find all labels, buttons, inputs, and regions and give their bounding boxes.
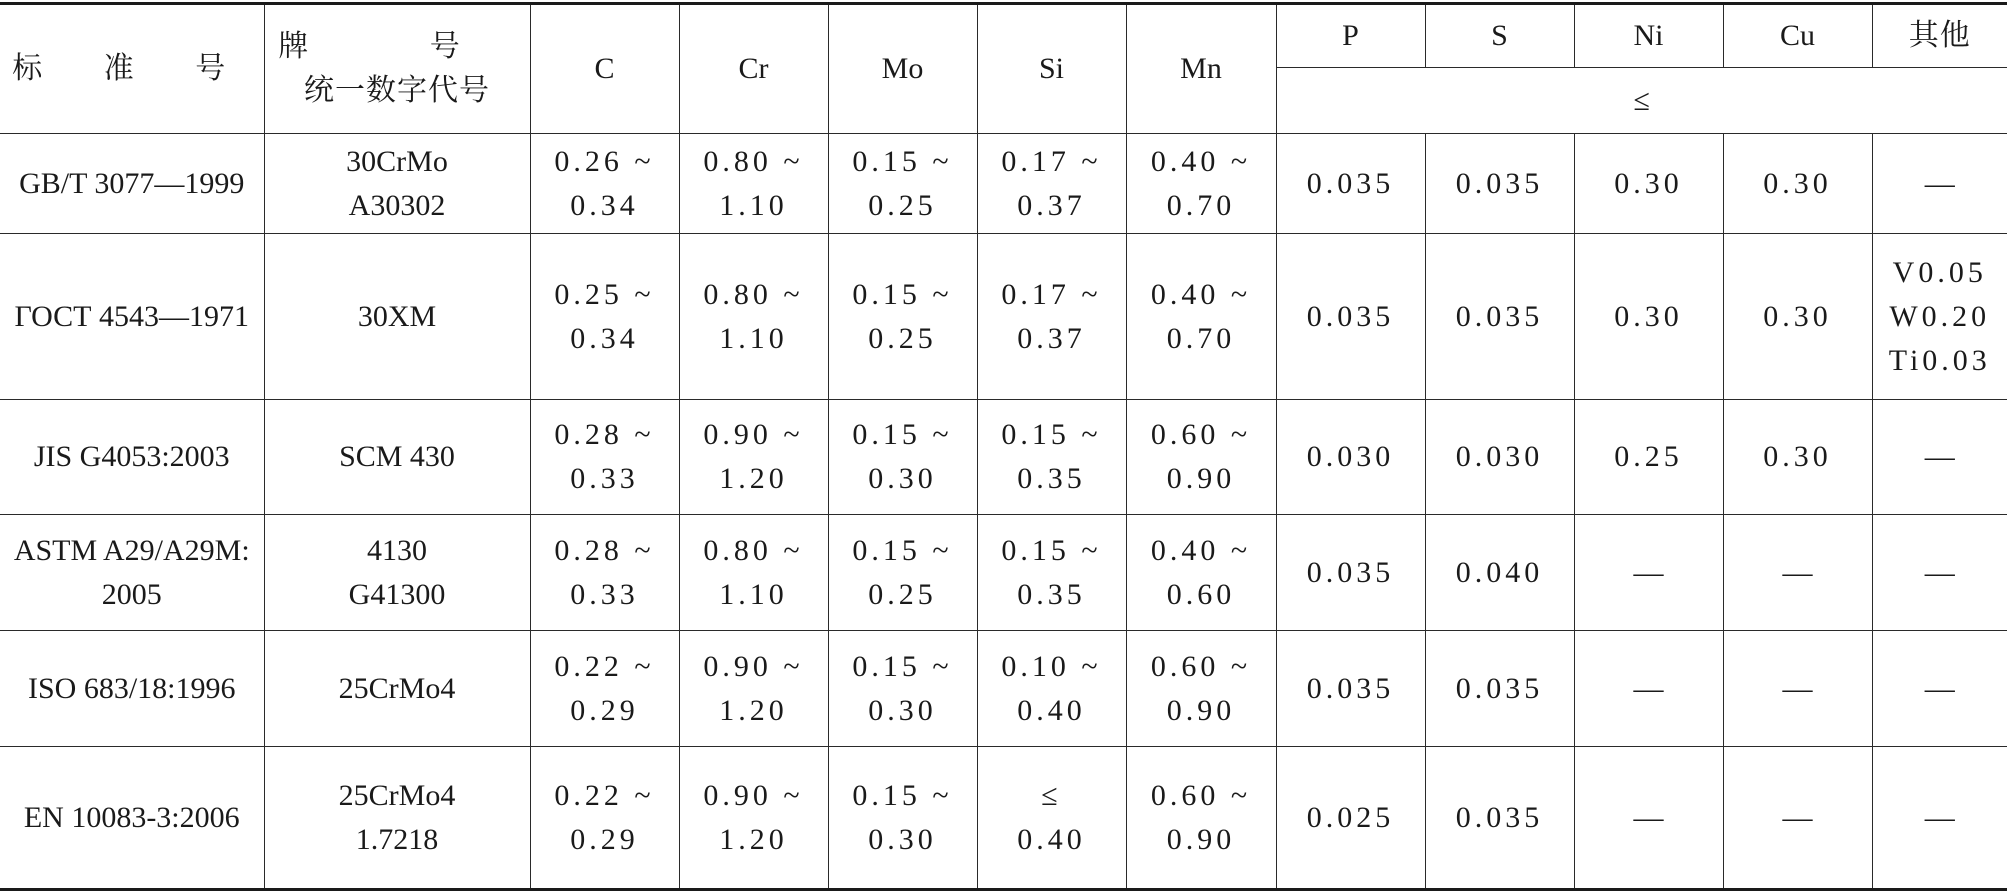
cell-mn-min: 0.40 ~ xyxy=(1150,144,1252,178)
header-max-symbol: ≤ xyxy=(1276,68,2007,134)
header-mn: Mn xyxy=(1126,4,1276,134)
cell-mn-min: 0.60 ~ xyxy=(1150,778,1252,812)
cell-standard: EN 10083-3:2006 xyxy=(0,747,264,890)
header-standard-label: 标 准 号 xyxy=(12,51,252,86)
cell-c-min: 0.22 ~ xyxy=(554,649,655,683)
cell-cr-min: 0.80 ~ xyxy=(703,144,804,178)
cell-mo-min: 0.15 ~ xyxy=(852,277,953,311)
cell-si xyxy=(977,400,1126,515)
cell-si xyxy=(977,134,1126,234)
cell-mn-min: 0.60 ~ xyxy=(1150,649,1252,683)
cell-grade-line: 30XM xyxy=(357,299,437,333)
cell-cr-min: 0.80 ~ xyxy=(703,277,804,311)
cell-mn xyxy=(1126,747,1276,890)
cell-mo xyxy=(828,400,977,515)
cell-other: — xyxy=(1872,747,2007,890)
table-row xyxy=(0,747,2007,890)
cell-mo-min: 0.15 ~ xyxy=(852,533,953,567)
cell-cr-min: 0.90 ~ xyxy=(703,418,804,451)
cell-c xyxy=(530,631,679,747)
cell-cu: — xyxy=(1723,747,1872,890)
cell-c-max: 0.34 xyxy=(570,188,639,222)
cell-other-line: W0.20 xyxy=(1889,299,1991,333)
cell-p: 0.035 xyxy=(1276,631,1425,747)
cell-p: 0.025 xyxy=(1276,747,1425,890)
cell-si-max: 0.37 xyxy=(1017,188,1086,222)
cell-mo-max: 0.25 xyxy=(868,188,937,222)
cell-p: 0.035 xyxy=(1276,134,1425,234)
cell-cu: 0.30 xyxy=(1723,400,1872,515)
cell-cr xyxy=(679,515,828,631)
cell-c xyxy=(530,515,679,631)
header-grade-label: 牌 号 xyxy=(278,29,516,64)
cell-cr-max: 1.20 xyxy=(719,822,788,856)
cell-mo-min: 0.15 ~ xyxy=(852,144,953,178)
cell-s: 0.035 xyxy=(1425,134,1574,234)
cell-grade-line: 25CrMo4 xyxy=(338,671,456,705)
cell-mn-max: 0.90 xyxy=(1166,693,1236,727)
cell-si-min: 0.17 ~ xyxy=(1001,144,1102,178)
cell-grade xyxy=(264,234,530,400)
cell-cr xyxy=(679,747,828,890)
steel-composition-table xyxy=(0,2,2007,891)
cell-other-line: Ti0.03 xyxy=(1888,343,1991,377)
cell-other-line: V0.05 xyxy=(1892,255,1987,289)
cell-cr xyxy=(679,631,828,747)
cell-grade-line: 25CrMo4 xyxy=(338,778,456,812)
cell-standard-line: 2005 xyxy=(101,577,162,611)
cell-ni: 0.30 xyxy=(1574,234,1723,400)
cell-ni: — xyxy=(1574,631,1723,747)
cell-cr xyxy=(679,134,828,234)
cell-standard: ГОСТ 4543—1971 xyxy=(0,234,264,400)
cell-grade xyxy=(264,631,530,747)
cell-c-max: 0.34 xyxy=(570,321,639,355)
cell-cr xyxy=(679,400,828,515)
cell-cr-min: 0.90 ~ xyxy=(703,778,804,812)
cell-si-max: 0.37 xyxy=(1017,321,1086,355)
cell-ni: — xyxy=(1574,515,1723,631)
cell-c-max: 0.33 xyxy=(570,577,639,611)
cell-si-max: 0.40 xyxy=(1017,693,1086,727)
cell-c xyxy=(530,400,679,515)
cell-code-line: A30302 xyxy=(348,188,446,222)
cell-grade xyxy=(264,134,530,234)
cell-mo-min: 0.15 ~ xyxy=(852,418,953,451)
cell-mo xyxy=(828,134,977,234)
cell-grade-line: 30CrMo xyxy=(346,144,448,178)
cell-cr-max: 1.10 xyxy=(719,188,788,222)
cell-mo-max: 0.25 xyxy=(868,321,937,355)
cell-other: — xyxy=(1872,631,2007,747)
cell-c-min: 0.26 ~ xyxy=(554,144,655,178)
header-cu: Cu xyxy=(1723,4,1872,68)
cell-grade xyxy=(264,747,530,890)
cell-standard-line: ASTM A29/A29M: xyxy=(13,533,250,567)
cell-p: 0.035 xyxy=(1276,234,1425,400)
header-p: P xyxy=(1276,4,1425,68)
cell-grade-line: 4130 xyxy=(367,533,427,567)
cell-other: — xyxy=(1872,134,2007,234)
header-other: 其他 xyxy=(1872,4,2007,68)
table-row xyxy=(0,234,2007,400)
cell-mn-min: 0.60 ~ xyxy=(1150,418,1252,451)
cell-si xyxy=(977,234,1126,400)
header-ni: Ni xyxy=(1574,4,1723,68)
cell-grade-line: SCM 430 xyxy=(339,440,455,473)
cell-cr-max: 1.20 xyxy=(719,693,788,727)
table-row xyxy=(0,400,2007,515)
header-unified-code-label: 统一数字代号 xyxy=(304,73,490,108)
table-row xyxy=(0,515,2007,631)
cell-s: 0.030 xyxy=(1425,400,1574,515)
cell-si-min: 0.10 ~ xyxy=(1001,649,1102,683)
cell-mo-max: 0.30 xyxy=(868,462,937,495)
cell-mn-max: 0.60 xyxy=(1166,577,1236,611)
cell-p: 0.030 xyxy=(1276,400,1425,515)
cell-c-min: 0.28 ~ xyxy=(554,418,655,451)
table-row xyxy=(0,134,2007,234)
cell-mn xyxy=(1126,515,1276,631)
cell-ni: 0.30 xyxy=(1574,134,1723,234)
cell-c-max: 0.33 xyxy=(570,462,639,495)
cell-mo xyxy=(828,515,977,631)
cell-c xyxy=(530,134,679,234)
cell-standard: GB/T 3077—1999 xyxy=(0,134,264,234)
cell-mo-max: 0.30 xyxy=(868,693,937,727)
cell-mo xyxy=(828,234,977,400)
cell-c-max: 0.29 xyxy=(570,693,639,727)
cell-c-max: 0.29 xyxy=(570,822,639,856)
cell-ni: 0.25 xyxy=(1574,400,1723,515)
cell-cu: 0.30 xyxy=(1723,134,1872,234)
header-c: C xyxy=(530,4,679,134)
cell-cu: — xyxy=(1723,515,1872,631)
cell-cr xyxy=(679,234,828,400)
cell-code-line: G41300 xyxy=(348,577,446,611)
cell-mn xyxy=(1126,400,1276,515)
cell-standard: ISO 683/18:1996 xyxy=(0,631,264,747)
cell-mo-min: 0.15 ~ xyxy=(852,649,953,683)
cell-mn-max: 0.70 xyxy=(1166,188,1236,222)
header-mo: Mo xyxy=(828,4,977,134)
header-s: S xyxy=(1425,4,1574,68)
cell-mo-max: 0.30 xyxy=(868,822,937,856)
cell-code-line: 1.7218 xyxy=(355,822,439,856)
cell-mn xyxy=(1126,234,1276,400)
cell-mo xyxy=(828,631,977,747)
cell-si-min: 0.15 ~ xyxy=(1001,533,1102,567)
cell-si xyxy=(977,515,1126,631)
cell-c-min: 0.22 ~ xyxy=(554,778,655,812)
cell-s: 0.040 xyxy=(1425,515,1574,631)
cell-c-min: 0.28 ~ xyxy=(554,533,655,567)
cell-cu: 0.30 xyxy=(1723,234,1872,400)
cell-mn xyxy=(1126,134,1276,234)
cell-si-max: 0.40 xyxy=(1017,822,1086,856)
cell-mn xyxy=(1126,631,1276,747)
cell-standard xyxy=(0,515,264,631)
cell-si-min: 0.17 ~ xyxy=(1001,277,1102,311)
cell-p: 0.035 xyxy=(1276,515,1425,631)
cell-ni: — xyxy=(1574,747,1723,890)
cell-grade xyxy=(264,400,530,515)
cell-si-max: 0.35 xyxy=(1017,462,1086,495)
cell-cr-min: 0.90 ~ xyxy=(703,649,804,683)
cell-s: 0.035 xyxy=(1425,631,1574,747)
cell-c xyxy=(530,234,679,400)
header-grade xyxy=(264,4,530,134)
cell-cr-max: 1.20 xyxy=(719,462,788,495)
cell-other: — xyxy=(1872,515,2007,631)
cell-mn-max: 0.90 xyxy=(1166,462,1236,495)
cell-mo xyxy=(828,747,977,890)
cell-grade xyxy=(264,515,530,631)
cell-cr-max: 1.10 xyxy=(719,577,788,611)
cell-si-min: 0.15 ~ xyxy=(1001,418,1102,451)
cell-si-min: ≤ xyxy=(1041,778,1062,812)
cell-mo-min: 0.15 ~ xyxy=(852,778,953,812)
cell-si xyxy=(977,747,1126,890)
cell-s: 0.035 xyxy=(1425,747,1574,890)
cell-mn-min: 0.40 ~ xyxy=(1150,277,1252,311)
header-si: Si xyxy=(977,4,1126,134)
cell-si xyxy=(977,631,1126,747)
cell-mn-min: 0.40 ~ xyxy=(1150,533,1252,567)
cell-c xyxy=(530,747,679,890)
cell-other: — xyxy=(1872,400,2007,515)
table-row xyxy=(0,631,2007,747)
cell-cr-min: 0.80 ~ xyxy=(703,533,804,567)
cell-si-max: 0.35 xyxy=(1017,577,1086,611)
cell-other xyxy=(1872,234,2007,400)
header-cr: Cr xyxy=(679,4,828,134)
header-row xyxy=(0,4,2007,68)
cell-c-min: 0.25 ~ xyxy=(554,277,655,311)
cell-mn-max: 0.70 xyxy=(1166,321,1236,355)
cell-standard: JIS G4053:2003 xyxy=(0,400,264,515)
header-standard xyxy=(0,4,264,134)
cell-mn-max: 0.90 xyxy=(1166,822,1236,856)
cell-cu: — xyxy=(1723,631,1872,747)
cell-s: 0.035 xyxy=(1425,234,1574,400)
cell-cr-max: 1.10 xyxy=(719,321,788,355)
cell-mo-max: 0.25 xyxy=(868,577,937,611)
